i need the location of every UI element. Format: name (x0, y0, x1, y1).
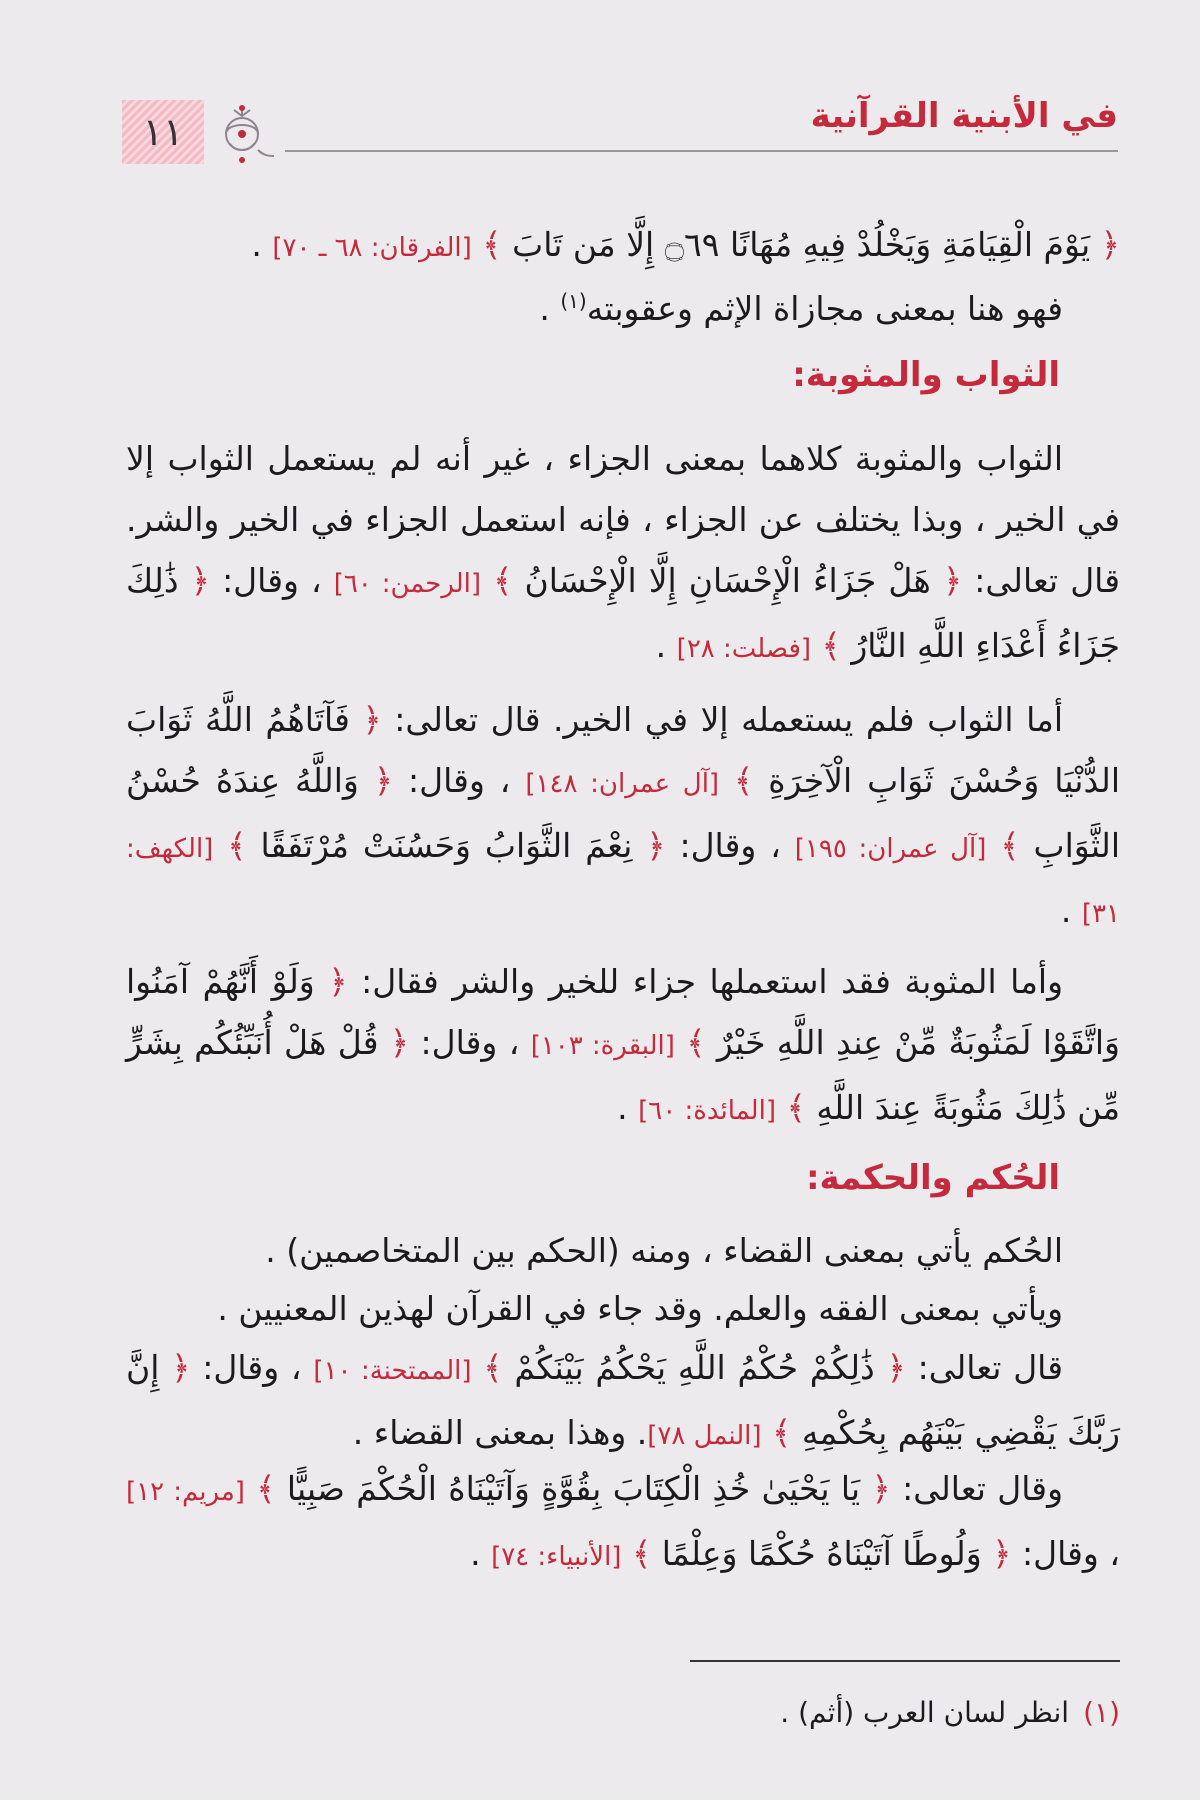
quran-close-bracket: ﴾ (471, 225, 513, 264)
quran-quote (481, 561, 962, 600)
quran-quote (213, 826, 665, 865)
quran-text: يَوْمَ الْقِيَامَةِ وَيَخْلُدْ فِيهِ مُهَانًا ۝٦٩ إِلَّا مَن تَابَ (512, 225, 1091, 264)
quran-open-bracket: ﴿ (358, 761, 394, 800)
paragraph (126, 1458, 1120, 1588)
body-text: . (251, 225, 273, 264)
paragraph (126, 271, 1120, 339)
quran-open-bracket: ﴿ (981, 1534, 1012, 1573)
body-text: وأما المثوبة فقد استعملها جزاء للخير والشر فقال: (347, 962, 1064, 1001)
quran-text: نِعْمَ الثَّوَابُ وَحَسُنَتْ مُرْتَفَقًا (260, 826, 633, 865)
footnote-marker[interactable]: (١) (560, 289, 587, 313)
quran-open-bracket: ﴿ (378, 1023, 410, 1062)
paragraph (126, 1220, 1120, 1281)
body-text: الحُكم يأتي بمعنى القضاء ، ومنه (الحكم بين المتخاصمين) . (265, 1231, 1063, 1270)
header-divider (285, 150, 1118, 152)
section-heading: الحُكم والحكمة: (805, 1158, 1060, 1198)
page-number-text: ١١ (142, 110, 184, 154)
quran-text: إِنَّ رَبَّكَ يَقْضِي بَيْنَهُم بِحُكْمِهِ (126, 1348, 1120, 1452)
quran-close-bracket: ﴾ (761, 1413, 802, 1452)
quran-close-bracket: ﴾ (244, 1469, 287, 1508)
body-text: أما الثواب فلم يستعمله إلا في الخير. قال تعالى: (381, 700, 1063, 739)
running-header-title: في الأبنية القرآنية (810, 96, 1118, 136)
body-text: ، وقال: (409, 1023, 531, 1062)
quran-open-bracket: ﴿ (1090, 225, 1120, 264)
quran-open-bracket: ﴿ (314, 962, 348, 1001)
body-text: ، وقال: (209, 561, 334, 600)
verse-reference: [مريم: ١٢] (126, 1477, 245, 1507)
quran-close-bracket: ﴾ (775, 1088, 817, 1127)
quran-quote (472, 225, 1120, 264)
quran-open-bracket: ﴿ (349, 700, 382, 739)
body-text: فهو هنا بمعنى مجازاة الإثم وعقوبته (586, 289, 1063, 328)
body-text: . (617, 1088, 639, 1127)
quran-text: وَلَوْ أَنَّهُمْ آمَنُوا وَاتَّقَوْا لَمَثُوبَةٌ مِّنْ عِندِ اللَّهِ خَيْرٌ (126, 962, 1120, 1062)
quran-close-bracket: ﴾ (621, 1534, 662, 1573)
body-text: . (1060, 891, 1082, 930)
footnote-number: (١) (1083, 1696, 1120, 1729)
verse-reference: [آل عمران: ١٩٥] (794, 834, 987, 864)
quran-text: يَا يَحْيَىٰ خُذِ الْكِتَابَ بِقُوَّةٍ وَآتَيْنَاهُ الْحُكْمَ صَبِيًّا (286, 1469, 861, 1508)
quran-text: وَلُوطًا آتَيْنَاهُ حُكْمًا وَعِلْمًا (661, 1534, 982, 1573)
quran-close-bracket: ﴾ (481, 561, 525, 600)
body-text: . (470, 1534, 492, 1573)
quran-text: قُلْ هَلْ أُنَبِّئُكُم بِشَرٍّ مِّن ذَٰلِكَ مَثُوبَةً عِندَ اللَّهِ (126, 1023, 1120, 1127)
body-text: . وهذا بمعنى القضاء . (352, 1413, 648, 1452)
quran-close-bracket: ﴾ (674, 1023, 717, 1062)
verse-reference: [الرحمن: ٦٠] (333, 569, 481, 599)
paragraph (126, 428, 1120, 680)
body-text: وقال تعالى: (890, 1469, 1064, 1508)
body-text: قال تعالى: (905, 1348, 1064, 1387)
verse-reference: [فصلت: ٢٨] (676, 634, 812, 664)
verse-reference: [الفرقان: ٦٨ ـ ٧٠] (272, 233, 472, 263)
body-text: الثواب والمثوبة كلاهما بمعنى الجزاء ، غير أنه لم يستعمل الثواب إلا في الخير ، وبذا يختلف عن الجزاء ، فإنه استعمل الجزاء في الخير والشر. قال تعالى: (126, 439, 1120, 600)
body-text: . (539, 289, 561, 328)
quran-open-bracket: ﴿ (178, 561, 210, 600)
quran-close-bracket: ﴾ (213, 826, 261, 865)
verse-reference: [الكهف: ٣١] (126, 834, 1120, 929)
section-heading: الثواب والمثوبة: (792, 355, 1060, 395)
verse-reference: [البقرة: ١٠٣] (530, 1031, 675, 1061)
quran-close-bracket: ﴾ (719, 761, 769, 800)
paragraph (126, 214, 1120, 279)
paragraph (126, 1278, 1120, 1339)
quran-text: فَآتَاهُمُ اللَّهُ ثَوَابَ الدُّنْيَا وَحُسْنَ ثَوَابِ الْآخِرَةِ (126, 700, 1121, 800)
verse-reference: [الممتحنة: ١٠] (313, 1356, 472, 1386)
page-number (122, 100, 204, 164)
body-text: ، وقال: (190, 1348, 314, 1387)
quran-text: ذَٰلِكَ جَزَاءُ أَعْدَاءِ اللَّهِ النَّارُ (126, 561, 1120, 665)
quran-close-bracket: ﴾ (811, 626, 852, 665)
footnote (780, 1696, 1120, 1729)
quran-quote (621, 1534, 1011, 1573)
quran-open-bracket: ﴿ (860, 1469, 891, 1508)
quran-quote (245, 1469, 891, 1508)
quran-close-bracket: ﴾ (471, 1348, 515, 1387)
quran-quote (471, 1348, 905, 1387)
paragraph (126, 689, 1120, 945)
footnote-text: انظر لسان العرب (أثم) . (780, 1696, 1070, 1729)
verse-reference: [النمل ٧٨] (647, 1421, 762, 1451)
footnote-divider (690, 1660, 1120, 1662)
body-text: ، وقال: (1011, 1534, 1120, 1573)
quran-open-bracket: ﴿ (632, 826, 666, 865)
verse-reference: [المائدة: ٦٠] (638, 1096, 776, 1126)
verse-reference: [الأنبياء: ٧٤] (491, 1542, 622, 1572)
quran-text: وَاللَّهُ عِندَهُ حُسْنُ الثَّوَابِ (126, 761, 1121, 865)
verse-reference: [آل عمران: ١٤٨] (525, 769, 720, 799)
ornament-icon (210, 100, 274, 166)
quran-open-bracket: ﴿ (874, 1348, 906, 1387)
quran-close-bracket: ﴾ (986, 826, 1034, 865)
quran-open-bracket: ﴿ (930, 561, 963, 600)
body-text: ، وقال: (393, 761, 526, 800)
body-text: . (655, 626, 677, 665)
quran-text: ذَٰلِكُمْ حُكْمُ اللَّهِ يَحْكُمُ بَيْنَكُمْ (514, 1348, 875, 1387)
body-text: ويأتي بمعنى الفقه والعلم. وقد جاء في القرآن لهذين المعنيين . (217, 1289, 1063, 1328)
quran-open-bracket: ﴿ (159, 1348, 191, 1387)
quran-text: هَلْ جَزَاءُ الْإِحْسَانِ إِلَّا الْإِحْسَانُ (524, 561, 931, 600)
body-text: ، وقال: (665, 826, 795, 865)
paragraph (126, 951, 1120, 1142)
paragraph (126, 1337, 1120, 1467)
